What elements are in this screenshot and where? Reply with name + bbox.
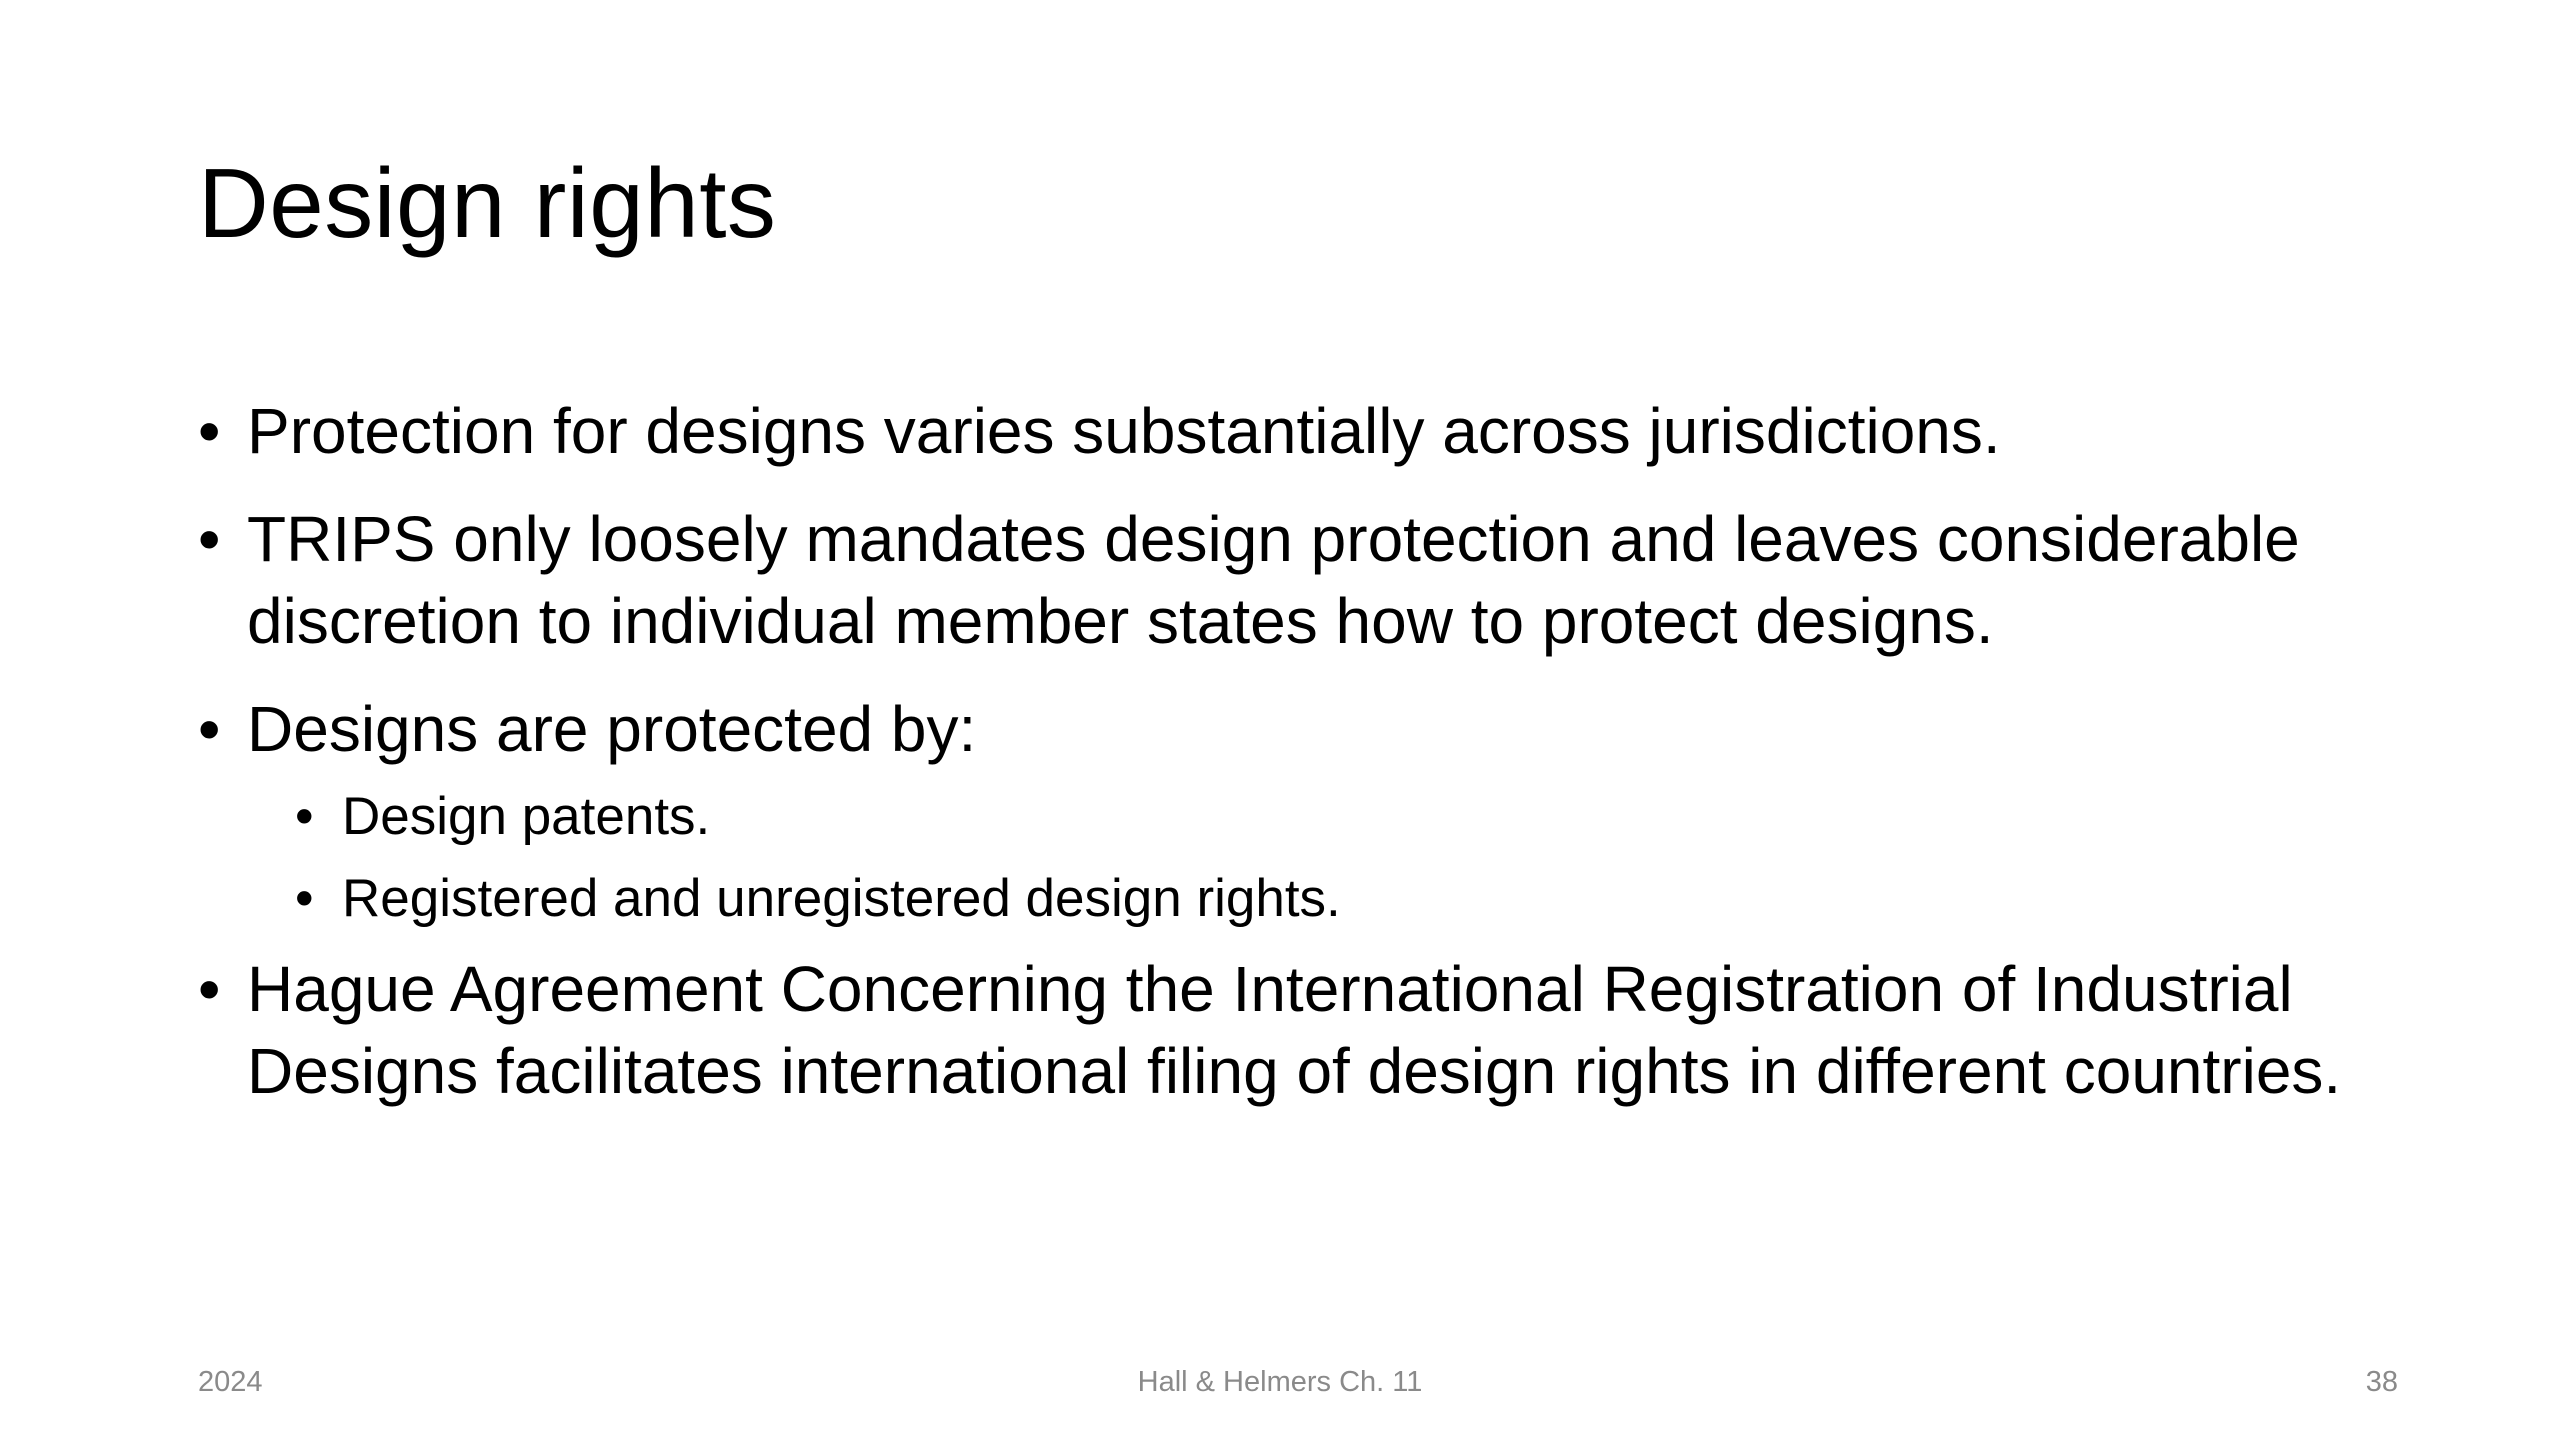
bullet-dot-icon: • xyxy=(198,693,221,765)
sub-bullet-text: Registered and unregistered design rights. xyxy=(342,869,1341,928)
sub-bullet-item xyxy=(295,864,2418,934)
bullet-item xyxy=(198,390,2418,472)
sub-bullet-list xyxy=(198,782,2418,934)
footer-source: Hall & Helmers Ch. 11 xyxy=(1137,1366,1423,1398)
slide-content xyxy=(198,390,2418,1138)
sub-bullet-dot-icon: • xyxy=(295,787,314,846)
bullet-item xyxy=(198,688,2418,770)
bullet-item xyxy=(198,948,2418,1112)
bullet-text: Protection for designs varies substantially across jurisdictions. xyxy=(247,395,2001,467)
sub-bullet-dot-icon: • xyxy=(295,869,314,928)
sub-bullet-item xyxy=(295,782,2418,852)
bullet-dot-icon: • xyxy=(198,503,221,575)
slide-title: Design rights xyxy=(198,148,777,258)
bullet-item xyxy=(198,498,2418,662)
bullet-text: Hague Agreement Concerning the International Registration of Industrial Designs facilitates international filing of design rights in different countries. xyxy=(247,953,2342,1107)
bullet-dot-icon: • xyxy=(198,395,221,467)
bullet-dot-icon: • xyxy=(198,953,221,1025)
sub-bullet-text: Design patents. xyxy=(342,787,711,846)
bullet-text: Designs are protected by: xyxy=(247,693,977,765)
bullet-text: TRIPS only loosely mandates design protection and leaves considerable discretion to individual member states how to protect designs. xyxy=(247,503,2300,657)
footer-page-number: 38 xyxy=(2365,1366,2398,1398)
footer-date: 2024 xyxy=(198,1366,263,1398)
